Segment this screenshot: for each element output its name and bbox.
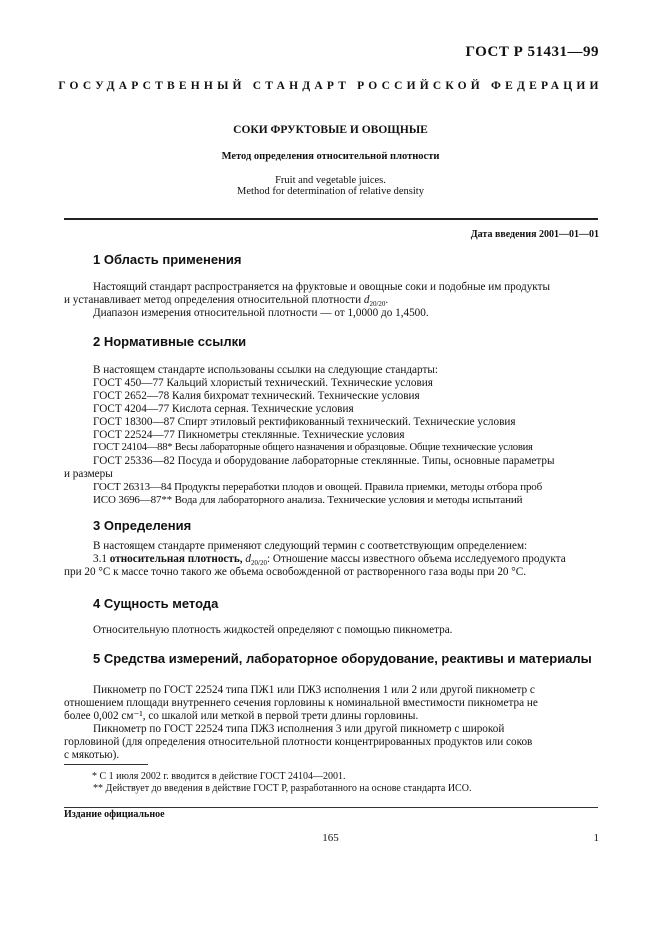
section-1-heading: 1 Область применения	[93, 252, 242, 267]
page-number-right: 1	[593, 832, 599, 844]
section-3-term: 3.1 относительная плотность, $d_{20/20}$: Отношение массы известного объема исследуемого продукта	[93, 553, 566, 568]
document-title: СОКИ ФРУКТОВЫЕ И ОВОЩНЫЕ	[233, 124, 428, 136]
footer-divider	[64, 807, 598, 808]
edition-label: Издание официальное	[64, 809, 165, 820]
footnote-2: ** Действует до введения в действие ГОСТ Р, разработанного на основе стандарта ИСО.	[93, 783, 472, 794]
section-5-paragraph-2-line: с мякотью).	[64, 749, 120, 761]
state-standard-banner: ГОСУДАРСТВЕННЫЙ СТАНДАРТ РОССИЙСКОЙ ФЕДЕРАЦИИ	[58, 80, 603, 92]
footnote-divider	[64, 764, 148, 765]
page-number-center: 165	[322, 832, 339, 844]
section-3-term-continuation: при 20 °С к массе точно такого же объема освобожденной от растворенного газа воды при 20 °С.	[64, 566, 527, 578]
reference-item-continuation: и размеры	[64, 468, 113, 480]
english-title-block	[0, 175, 661, 197]
reference-item: ГОСТ 18300—87 Спирт этиловый ректификованный технический. Технические условия	[93, 416, 516, 428]
reference-item: ГОСТ 22524—77 Пикнометры стеклянные. Технические условия	[93, 429, 405, 441]
section-3-intro: В настоящем стандарте применяют следующий термин с соответствующим определением:	[93, 540, 528, 552]
section-1-text-line-1: Настоящий стандарт распространяется на фруктовые и овощные соки и подобные им продукты	[93, 281, 550, 293]
section-5-paragraph-2-line: горловиной (для определения относительной плотности концентрированных продуктов или соков	[64, 736, 533, 748]
english-title: Fruit and vegetable juices.	[275, 175, 386, 186]
gost-number: ГОСТ Р 51431—99	[465, 44, 599, 60]
introduction-date: Дата введения 2001—01—01	[470, 229, 599, 240]
section-2-intro: В настоящем стандарте использованы ссылки на следующие стандарты:	[93, 364, 438, 376]
section-5-paragraph-1-line: более 0,002 см⁻¹, со шкалой или меткой в первой трети длины горловины.	[64, 710, 419, 722]
reference-item: ГОСТ 4204—77 Кислота серная. Технические условия	[93, 403, 354, 415]
reference-item: ИСО 3696—87** Вода для лабораторного анализа. Технические условия и методы испытаний	[93, 494, 523, 506]
reference-item: ГОСТ 450—77 Кальций хлористый технический. Технические условия	[93, 377, 433, 389]
section-1-text-line-2: и устанавливает метод определения относительной плотности $d_{20/20}$.	[64, 294, 389, 309]
title-divider	[64, 218, 598, 220]
reference-item: ГОСТ 25336—82 Посуда и оборудование лабораторные стеклянные. Типы, основные параметры	[93, 455, 555, 467]
document-subtitle: Метод определения относительной плотности	[221, 151, 440, 162]
footnote-1: * С 1 июля 2002 г. вводится в действие ГОСТ 24104—2001.	[92, 771, 346, 782]
section-1-range: Диапазон измерения относительной плотности — от 1,0000 до 1,4500.	[93, 307, 429, 319]
reference-item: ГОСТ 26313—84 Продукты переработки плодов и овощей. Правила приемки, методы отбора проб	[93, 481, 543, 493]
section-3-heading: 3 Определения	[93, 518, 192, 533]
section-2-heading: 2 Нормативные ссылки	[93, 334, 247, 349]
section-4-text: Относительную плотность жидкостей определяют с помощью пикнометра.	[93, 624, 453, 636]
section-5-paragraph-1-line: отношением площади внутреннего сечения горловины к номинальной вместимости пикнометра не	[64, 697, 538, 709]
section-4-heading: 4 Сущность метода	[93, 596, 219, 611]
section-5-paragraph-2-line: Пикнометр по ГОСТ 22524 типа ПЖ3 исполнения 3 или другой пикнометр с широкой	[93, 723, 505, 735]
reference-item: ГОСТ 24104—88* Весы лабораторные общего назначения и образцовые. Общие технические условия	[93, 442, 533, 453]
section-5-paragraph-1-line: Пикнометр по ГОСТ 22524 типа ПЖ1 или ПЖ3 исполнения 1 или 2 или другой пикнометр с	[93, 684, 535, 696]
section-5-heading: 5 Средства измерений, лабораторное оборудование, реактивы и материалы	[93, 651, 592, 666]
reference-item: ГОСТ 2652—78 Калия бихромат технический. Технические условия	[93, 390, 420, 402]
english-subtitle: Method for determination of relative density	[237, 186, 424, 197]
